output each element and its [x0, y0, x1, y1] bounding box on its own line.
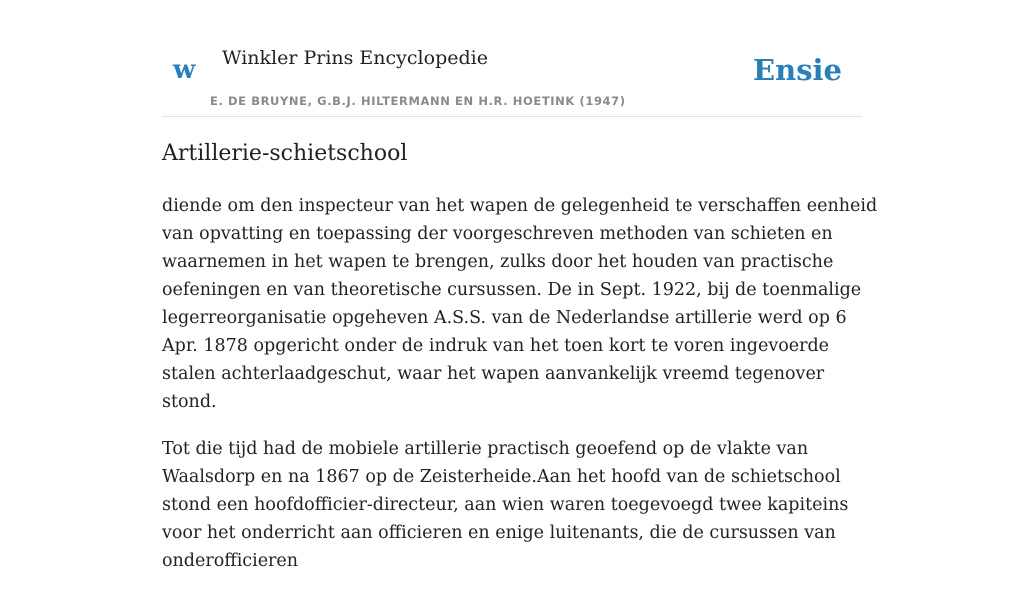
logo-icon[interactable]: w — [173, 55, 196, 85]
brand-logo[interactable]: Ensie — [753, 53, 842, 87]
article-body — [162, 192, 882, 594]
paragraph: diende om den inspecteur van het wapen de gelegenheid te verschaffen eenheid van opvatting en toepassing der voorgeschreven methoden van schieten en waarnemen in het wapen te brengen, zulks door het houden van practische oefeningen en van theoretische cursussen. De in Sept. 1922, bij de toenmalige legerreorganisatie opgeheven A.S.S. van de Nederlandse artillerie werd op 6 Apr. 1878 opgericht onder de indruk van het toen kort te voren ingevoerde stalen achterlaadgeschut, waar het wapen aanvankelijk vreemd tegenover stond. — [162, 196, 878, 412]
article-title: Artillerie-schietschool — [162, 141, 408, 166]
site-title[interactable]: Winkler Prins Encyclopedie — [222, 47, 488, 69]
site-header — [162, 40, 862, 117]
paragraph: Tot die tijd had de mobiele artillerie practisch geoefend op de vlakte van Waalsdorp en na 1867 op de Zeisterheide.Aan het hoofd van de schietschool stond een hoofdofficier-directeur, aan wien waren toegevoegd twee kapiteins voor het onderricht aan officieren en enige luitenants, die de cursussen van onderofficieren — [162, 439, 849, 571]
authors-line: E. DE BRUYNE, G.B.J. HILTERMANN EN H.R. HOETINK (1947) — [210, 94, 626, 108]
